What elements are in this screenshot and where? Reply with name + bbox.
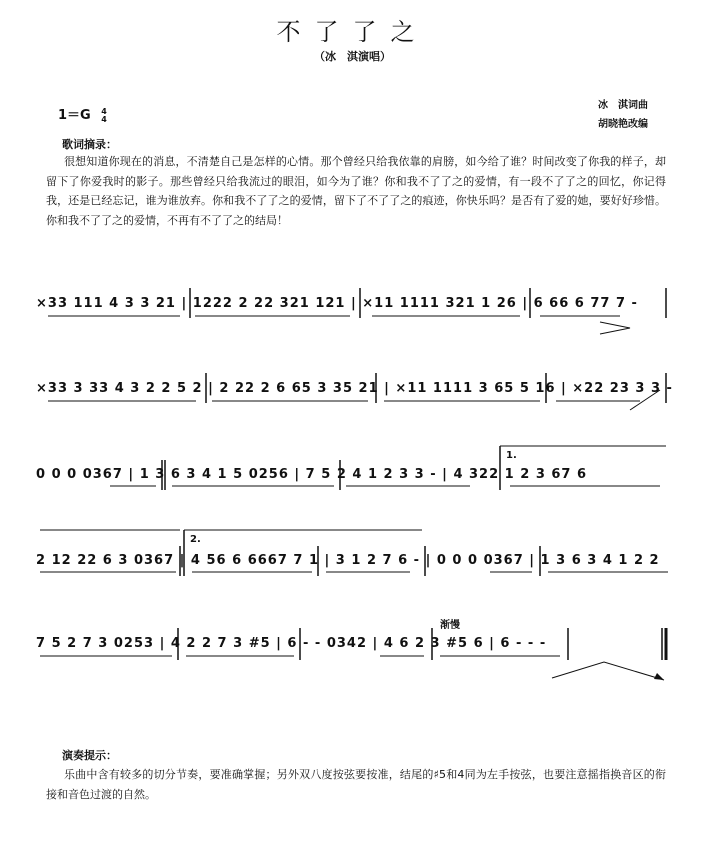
spacer — [40, 446, 64, 458]
lyrics-text: 很想知道你现在的消息，不清楚自己是怎样的心情。那个曾经只给我依靠的肩膀，如今给了谁？时间改变了你我的样子，却留下了你爱我时的影子。那些曾经只给我流过的眼泪，如今为了谁？你和我不了了之的爱情，有一段不了了之的回忆，你记得我，还是已经忘记，谁为谁放弃。你和我不了了之的爱情，留下了不了了之的痕迹，你快乐吗？是否有了爱的她，要好好珍惜。你和我不了了之的爱情，不再有不了了之的结局！ — [46, 155, 666, 227]
key-label: 1＝G — [58, 108, 91, 123]
page-title: 不了了之 — [276, 18, 429, 46]
score-row-1: ×33 111 4 3 3 21 | 1222 2 22 321 121 | ×11 1111 321 1 26 | 6 66 6 77 7 - — [36, 296, 638, 311]
performance-notes-text: 乐曲中含有较多的切分节奏，要准确掌握；另外双八度按弦要按准，结尾的♯5和4同为左手按弦，也要注意摇指换音区的衔接和音色过渡的自然。 — [46, 768, 666, 801]
composer-credit: 冰 淇词曲 — [598, 100, 648, 111]
volta-1-label: 1. — [506, 450, 517, 461]
score-row-5: 7 5 2 7 3 0253 | 4 2 2 7 3 #5 | 6 - - 0342 | 4 6 2 3 #5 6 | 6 - - - — [36, 636, 547, 651]
arranger-credit: 胡晓艳改编 — [598, 119, 648, 130]
volta-2-label: 2. — [190, 534, 201, 545]
lyrics-heading: 歌词摘录： — [62, 138, 117, 151]
score-row-2: ×33 3 33 4 3 2 2 5 2 | 2 22 2 6 65 3 35 21 | ×11 1111 3 65 5 16 | ×22 23 3 3 - — [36, 381, 673, 396]
score-row-3: 0 0 0 0367 | 1 3 6 3 4 1 5 0256 | 7 5 2 4 1 2 3 3 - | 4 322 1 2 3 67 6 — [36, 467, 588, 482]
tempo-mark: 渐慢 — [440, 620, 460, 631]
performance-notes-heading: 演奏提示： — [62, 749, 117, 762]
score-row-4: 2 12 22 6 3 0367 | 4 56 6 6667 7 1 | 3 1 2 7 6 - | 0 0 0 0367 | 1 3 6 3 4 1 2 2 — [36, 553, 660, 568]
meter-top: 4 — [101, 106, 107, 116]
performer-subtitle: （冰 淇演唱） — [314, 50, 391, 63]
meter-bottom: 4 — [101, 114, 107, 124]
